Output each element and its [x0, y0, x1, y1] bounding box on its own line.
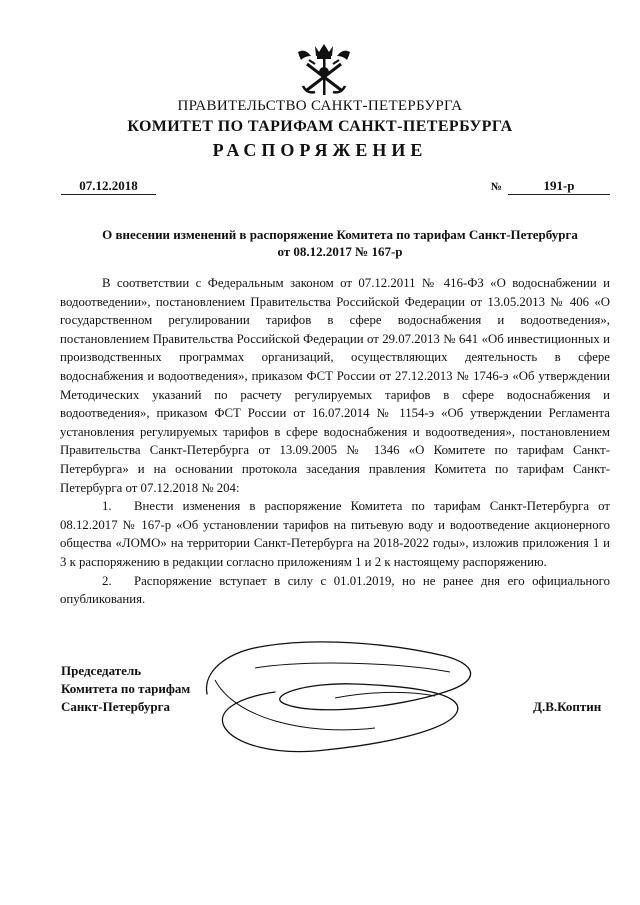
handwritten-signature [195, 632, 495, 767]
document-number: 191-р [508, 178, 610, 195]
item-text: Внести изменения в распоряжение Комитета по тарифам Санкт-Петербурга от 08.12.2017 № 167-р «Об установлении тарифов на питьевую воду и водоотведение акционерного общества «ЛОМО» на территории Санкт-Петербурга на 2018-2022 годы», изложив приложения 1 и 3 к распоряжению в редакции согласно приложениям 1 и 2 к настоящему распоряжению. [60, 499, 610, 569]
list-item [60, 572, 610, 609]
signatory-title: Председатель Комитета по тарифам Санкт-Петербурга [61, 663, 191, 714]
committee-title: КОМИТЕТ ПО ТАРИФАМ САНКТ-ПЕТЕРБУРГА [127, 118, 513, 135]
intro-paragraph: В соответствии с Федеральным законом от 07.12.2011 № 416-ФЗ «О водоснабжении и водоотведении», постановлением Правительства Российской Федерации от 13.05.2013 № 406 «О государственном регулировании тарифов в сфере водоснабжения и водоотведения», постановлением Правительства Российской Федерации от 29.07.2013 № 641 «Об инвестиционных и производственных программах организаций, осуществляющих деятельность в сфере водоснабжения и водоотведения», приказом ФСТ России от 27.12.2013 № 1746-э «Об утверждении Методических указаний по расчету регулируемых тарифов в сфере водоснабжения и водоотведения», приказом ФСТ России от 16.07.2014 № 1154-э «Об утверждении Регламента установления регулируемых тарифов в сфере водоснабжения и водоотведения», постановлением Правительства Санкт-Петербурга от 13.09.2005 № 1346 «О Комитете по тарифам Санкт-Петербурга» и на основании протокола заседания правления Комитета по тарифам Санкт-Петербурга от 07.12.2018 № 204: [60, 276, 610, 495]
number-sign: № [491, 181, 503, 193]
coat-of-arms-icon [295, 42, 353, 98]
document-subject [60, 226, 620, 260]
document-type: РАСПОРЯЖЕНИЕ [212, 140, 428, 160]
document-body [60, 274, 610, 609]
item-text: Распоряжение вступает в силу с 01.01.2019, но не ранее дня его официального опубликования. [60, 573, 610, 607]
signatory-name: Д.В.Коптин [533, 699, 602, 714]
government-title: ПРАВИТЕЛЬСТВО САНКТ-ПЕТЕРБУРГА [177, 98, 463, 114]
item-number: 1. [102, 499, 112, 514]
list-item [60, 497, 610, 571]
subject-line-1: О внесении изменений в распоряжение Комитета по тарифам Санкт-Петербурга [102, 227, 578, 242]
document-date: 07.12.2018 [61, 178, 156, 195]
item-number: 2. [102, 573, 112, 588]
subject-line-2: от 08.12.2017 № 167-р [277, 244, 403, 259]
